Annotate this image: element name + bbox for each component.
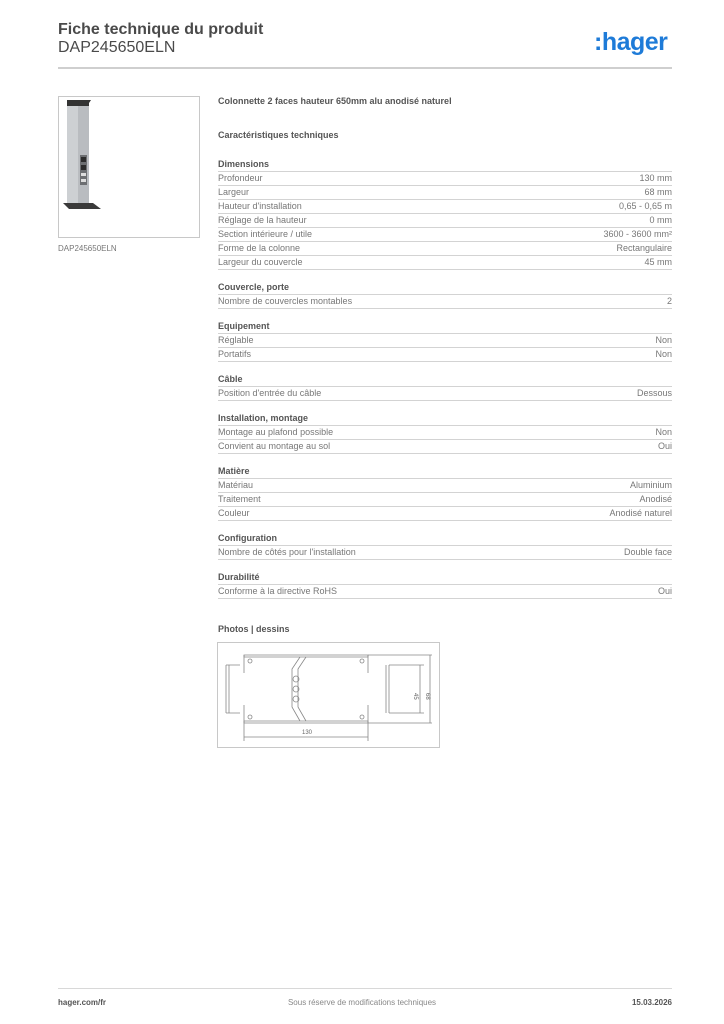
spec-value: 3600 - 3600 mm² <box>603 229 672 239</box>
spec-value: 130 mm <box>639 173 672 183</box>
spec-label: Section intérieure / utile <box>218 229 313 239</box>
section-heading: Durabilité <box>218 571 672 585</box>
spec-value: Non <box>655 335 672 345</box>
section-equipement <box>218 320 672 362</box>
product-title: Colonnette 2 faces hauteur 650mm alu anodisé naturel <box>218 96 452 106</box>
section-heading: Dimensions <box>218 158 672 172</box>
spec-value: Non <box>655 427 672 437</box>
product-photo <box>58 96 200 238</box>
product-code: DAP245650ELN <box>58 39 176 56</box>
spec-label: Portatifs <box>218 349 252 359</box>
spec-label: Hauteur d'installation <box>218 201 302 211</box>
photos-heading: Photos | dessins <box>218 624 290 634</box>
spec-value: Non <box>655 349 672 359</box>
spec-row <box>218 585 672 599</box>
section-heading: Câble <box>218 373 672 387</box>
spec-row <box>218 493 672 507</box>
cross-section-drawing-icon <box>218 643 439 747</box>
footer-date: 15.03.2026 <box>631 998 672 1007</box>
footer-disclaimer: Sous réserve de modifications techniques <box>287 998 437 1007</box>
spec-label: Couleur <box>218 508 250 518</box>
section-heading: Couvercle, porte <box>218 281 672 295</box>
spec-label: Largeur du couvercle <box>218 257 303 267</box>
spec-value: Anodisé naturel <box>609 508 672 518</box>
spec-row <box>218 172 672 186</box>
spec-label: Largeur <box>218 187 250 197</box>
spec-row <box>218 440 672 454</box>
section-heading: Configuration <box>218 532 672 546</box>
section-matiere <box>218 465 672 521</box>
spec-row <box>218 334 672 348</box>
spec-value: Double face <box>623 547 672 557</box>
spec-label: Conforme à la directive RoHS <box>218 586 338 596</box>
section-heading: Equipement <box>218 320 672 334</box>
spec-row <box>218 214 672 228</box>
spec-row <box>218 228 672 242</box>
spec-value: Rectangulaire <box>616 243 672 253</box>
spec-row <box>218 507 672 521</box>
section-heading: Installation, montage <box>218 412 672 426</box>
spec-row <box>218 387 672 401</box>
spec-label: Traitement <box>218 494 261 504</box>
section-heading: Matière <box>218 465 672 479</box>
spec-label: Réglage de la hauteur <box>218 215 307 225</box>
spec-value: 68 mm <box>644 187 672 197</box>
spec-row <box>218 295 672 309</box>
svg-text:68: 68 <box>424 693 430 700</box>
spec-label: Nombre de couvercles montables <box>218 296 353 306</box>
svg-text:45: 45 <box>412 693 418 700</box>
hager-logo: :hager <box>594 28 668 56</box>
footer-divider <box>58 988 672 989</box>
section-configuration <box>218 532 672 560</box>
section-dimensions <box>218 158 672 270</box>
spec-row <box>218 546 672 560</box>
spec-value: 45 mm <box>644 257 672 267</box>
spec-row <box>218 186 672 200</box>
spec-row <box>218 200 672 214</box>
spec-label: Montage au plafond possible <box>218 427 334 437</box>
spec-row <box>218 242 672 256</box>
spec-value: Dessous <box>636 388 672 398</box>
spec-row <box>218 348 672 362</box>
spec-row <box>218 256 672 270</box>
tech-heading: Caractéristiques techniques <box>218 130 339 140</box>
footer-website-link[interactable]: hager.com/fr <box>58 998 107 1007</box>
section-couvercle <box>218 281 672 309</box>
header-divider <box>58 67 672 69</box>
spec-row <box>218 479 672 493</box>
spec-label: Nombre de côtés pour l'installation <box>218 547 356 557</box>
spec-label: Profondeur <box>218 173 263 183</box>
section-cable <box>218 373 672 401</box>
spec-value: 0 mm <box>649 215 672 225</box>
technical-drawing <box>217 642 440 748</box>
spec-label: Réglable <box>218 335 254 345</box>
spec-label: Forme de la colonne <box>218 243 301 253</box>
section-installation <box>218 412 672 454</box>
spec-value: Anodisé <box>639 494 672 504</box>
product-column-icon <box>59 97 199 237</box>
spec-label: Position d'entrée du câble <box>218 388 322 398</box>
spec-value: 2 <box>666 296 672 306</box>
spec-row <box>218 426 672 440</box>
spec-content <box>218 96 672 599</box>
section-durabilite <box>218 571 672 599</box>
spec-value: Oui <box>657 586 672 596</box>
svg-text:130: 130 <box>302 730 313 736</box>
spec-value: 0,65 - 0,65 m <box>618 201 672 211</box>
spec-value: Aluminium <box>629 480 672 490</box>
spec-label: Matériau <box>218 480 254 490</box>
spec-value: Oui <box>657 441 672 451</box>
spec-label: Convient au montage au sol <box>218 441 331 451</box>
photo-caption: DAP245650ELN <box>58 244 117 253</box>
document-title: Fiche technique du produit <box>58 21 264 38</box>
